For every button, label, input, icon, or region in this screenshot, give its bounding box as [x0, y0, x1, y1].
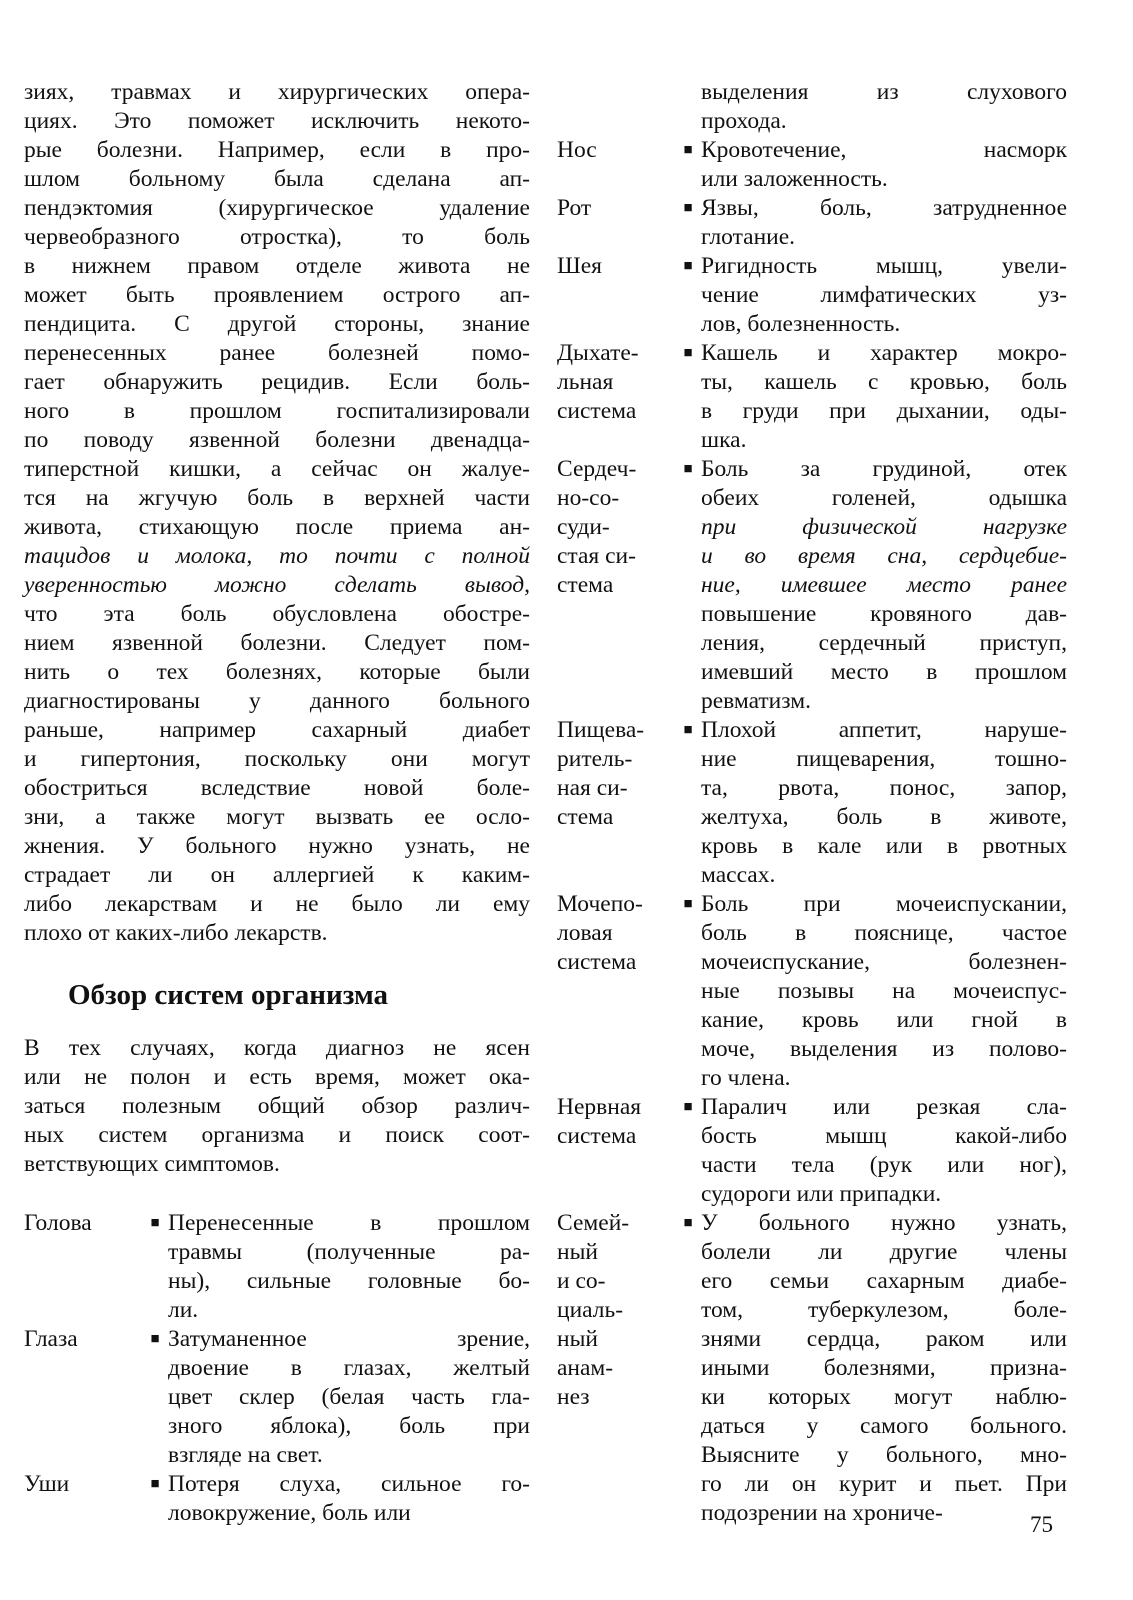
system-description-line: го члена. [701, 1065, 791, 1091]
system-entry [557, 890, 1067, 1093]
system-term [557, 1093, 675, 1209]
history-paragraph-line: ного в прошлом госпитализировали [24, 398, 530, 424]
system-description-line: Плохой аппетит, наруше- [701, 717, 1067, 743]
history-paragraph-line: нить о тех болезнях, которые были [24, 659, 530, 685]
system-term-line: но-со- [557, 485, 620, 511]
bullet-square-icon: ■ [150, 1331, 160, 1347]
system-description-line: или заложенность. [701, 166, 888, 192]
history-paragraph-line: рые болезни. Например, если в про- [24, 137, 530, 163]
system-description-line: та, рвота, понос, запор, [701, 775, 1067, 801]
system-description-line: травмы (полученные ра- [168, 1239, 530, 1265]
system-entry [24, 1470, 530, 1528]
system-description-line: шка. [701, 427, 747, 453]
system-term-line: ная си- [557, 775, 628, 801]
system-entry [24, 1325, 530, 1470]
bullet-square-icon: ■ [150, 1215, 160, 1231]
system-description-line: взгляде на свет. [168, 1442, 323, 1468]
system-entry [557, 339, 1067, 455]
system-entry [24, 1209, 530, 1325]
system-term-line: нез [557, 1384, 590, 1410]
system-description [701, 136, 1067, 194]
history-paragraph [24, 78, 530, 948]
history-paragraph-line: циях. Это поможет исключить некото- [24, 108, 530, 134]
system-description-line: ки которых могут наблю- [701, 1384, 1067, 1410]
system-term-line: стема [557, 804, 614, 830]
history-paragraph-line: диагностированы у данного больного [24, 688, 530, 714]
system-description-line: ние, имевшее место ранее [701, 572, 1067, 598]
system-description-line: боль в пояснице, частое [701, 920, 1067, 946]
system-description-line: желтуха, боль в животе, [701, 804, 1067, 830]
system-term-line: Нервная [557, 1094, 642, 1120]
system-entry [557, 716, 1067, 890]
system-description-line: части тела (рук или ног), [701, 1152, 1067, 1178]
system-entry [557, 1093, 1067, 1209]
left-entries [24, 1209, 530, 1528]
history-paragraph-line: нием язвенной болезни. Следует пом- [24, 630, 530, 656]
system-entry [557, 252, 1067, 339]
system-description [168, 1470, 530, 1528]
system-term [557, 339, 675, 455]
bullet-square-icon: ■ [683, 461, 693, 477]
system-term [557, 136, 675, 194]
continuation-line: выделения из слухового [701, 79, 1067, 105]
system-term [557, 716, 675, 890]
history-paragraph-line: либо лекарствам и не было ли ему [24, 891, 530, 917]
intro-paragraph-line: заться полезным общий обзор различ- [24, 1093, 530, 1119]
intro-paragraph-line: ных систем организма и поиск соот- [24, 1122, 530, 1148]
system-term-line: ный [557, 1326, 598, 1352]
system-description [701, 1093, 1067, 1209]
system-description-line: знями сердца, раком или [701, 1326, 1067, 1352]
system-description-line: ревматизм. [701, 688, 811, 714]
history-paragraph-line: червеобразного отростка), то боль [24, 224, 530, 250]
system-description-line: двоение в глазах, желтый [168, 1355, 530, 1381]
system-term-line: ловая [557, 920, 613, 946]
system-description-line: болели ли другие члены [701, 1239, 1067, 1265]
bullet-square-icon: ■ [683, 1099, 693, 1115]
system-term-line: ный [557, 1239, 598, 1265]
system-description-line: чение лимфатических уз- [701, 282, 1067, 308]
system-description-line: Кашель и характер мокро- [701, 340, 1067, 366]
system-description-line: при физической нагрузке [701, 514, 1067, 540]
system-description-line: ны), сильные головные бо- [168, 1268, 530, 1294]
system-term-line: суди- [557, 514, 610, 540]
system-term [557, 252, 675, 339]
system-term-line: анам- [557, 1355, 614, 1381]
system-entry [557, 455, 1067, 716]
system-description-line: Перенесенные в прошлом [168, 1210, 530, 1236]
history-paragraph-line: пендэктомия (хирургическое удаление [24, 195, 530, 221]
system-description-line: Паралич или резкая сла- [701, 1094, 1067, 1120]
system-term [24, 1209, 142, 1325]
system-term-line: и со- [557, 1268, 606, 1294]
bullet-square-icon: ■ [683, 896, 693, 912]
system-description-line: судороги или припадки. [701, 1181, 942, 1207]
system-description-line: даться у самого больного. [701, 1413, 1067, 1439]
bullet-square-icon: ■ [150, 1476, 160, 1492]
history-paragraph-line: типерстной кишки, а сейчас он жалуе- [24, 456, 530, 482]
bullet-square-icon: ■ [683, 200, 693, 216]
system-term [557, 890, 675, 1093]
system-description-line: Затуманенное зрение, [168, 1326, 530, 1352]
right-column [557, 78, 1067, 1528]
intro-paragraph [24, 1034, 530, 1179]
system-description-line: кровь в кале или в рвотных [701, 833, 1067, 859]
system-description [168, 1209, 530, 1325]
history-paragraph-line: раньше, например сахарный диабет [24, 717, 530, 743]
system-term-line: Семей- [557, 1210, 630, 1236]
history-paragraph-line: зиях, травмах и хирургических опера- [24, 79, 530, 105]
system-term [557, 194, 675, 252]
history-paragraph-line: страдает ли он аллергией к каким- [24, 862, 530, 888]
system-description-line: зного яблока), боль при [168, 1413, 530, 1439]
system-term-line: система [557, 398, 637, 424]
system-term [24, 1325, 142, 1470]
system-description-line: кание, кровь или гной в [701, 1007, 1067, 1033]
system-description-line: го ли он курит и пьет. При [701, 1471, 1067, 1497]
history-paragraph-line: что эта боль обусловлена обостре- [24, 601, 530, 627]
right-entries [557, 136, 1067, 1528]
system-description [701, 252, 1067, 339]
section-heading: Обзор систем организма [68, 979, 389, 1011]
system-description-line: подозрении на хрониче- [701, 1500, 943, 1526]
system-description-line: У больного нужно узнать, [701, 1210, 1067, 1236]
system-description-line: в груди при дыхании, оды- [701, 398, 1067, 424]
system-term [557, 1209, 675, 1528]
system-term-line: Глаза [24, 1326, 78, 1352]
history-paragraph-line: гает обнаружить рецидив. Если боль- [24, 369, 530, 395]
left-column [24, 78, 530, 1528]
system-term-line: Пищева- [557, 717, 645, 743]
system-description-line: и во время сна, сердцебие- [701, 543, 1067, 569]
history-paragraph-line: в нижнем правом отделе живота не [24, 253, 530, 279]
intro-paragraph-line: ветствующих симптомов. [24, 1151, 280, 1177]
intro-paragraph-line: или не полон и есть время, может ока- [24, 1064, 530, 1090]
history-paragraph-line: тся на жгучую боль в верхней части [24, 485, 530, 511]
history-paragraph-line: может быть проявлением острого ап- [24, 282, 530, 308]
history-paragraph-line: обостриться вследствие новой боле- [24, 775, 530, 801]
system-description [701, 194, 1067, 252]
system-description-line: ли. [168, 1297, 199, 1323]
system-description [701, 339, 1067, 455]
system-description-line: ления, сердечный приступ, [701, 630, 1067, 656]
system-description-line: бость мышц какой-либо [701, 1123, 1067, 1149]
system-description [701, 1209, 1067, 1528]
system-term-line: Сердеч- [557, 456, 637, 482]
history-paragraph-line: зни, а также могут вызвать ее ослo- [24, 804, 530, 830]
bullet-square-icon: ■ [683, 722, 693, 738]
system-term-line: Уши [24, 1471, 70, 1497]
system-term-line: Нос [557, 137, 597, 163]
system-description-line: цвет склер (белая часть гла- [168, 1384, 530, 1410]
history-paragraph-line: перенесенных ранее болезней помо- [24, 340, 530, 366]
bullet-square-icon: ■ [683, 1215, 693, 1231]
system-description-line: ные позывы на мочеиспус- [701, 978, 1067, 1004]
system-term-line: система [557, 949, 637, 975]
history-paragraph-line: тацидов и молока, то почти с полной [24, 543, 530, 569]
system-description [701, 890, 1067, 1093]
page-number: 75 [1030, 1512, 1053, 1537]
system-entry [557, 1209, 1067, 1528]
system-term [557, 455, 675, 716]
system-description-line: Ригидность мышц, увели- [701, 253, 1067, 279]
system-description [701, 455, 1067, 716]
system-description [701, 716, 1067, 890]
system-description-line: Выясните у больного, мно- [701, 1442, 1067, 1468]
bullet-square-icon: ■ [683, 345, 693, 361]
system-description-line: иными болезнями, призна- [701, 1355, 1067, 1381]
system-description-line: том, туберкулезом, боле- [701, 1297, 1067, 1323]
system-description-line: Язвы, боль, затрудненное [701, 195, 1067, 221]
system-description-line: ние пищеварения, тошно- [701, 746, 1067, 772]
continuation-line: прохода. [701, 108, 787, 134]
system-term [24, 1470, 142, 1528]
system-term-line: Мочепо- [557, 891, 643, 917]
history-paragraph-line: уверенностью можно сделать вывод, [24, 572, 530, 598]
system-term-line: система [557, 1123, 637, 1149]
system-term-line: циаль- [557, 1297, 624, 1323]
system-description-line: ты, кашель с кровью, боль [701, 369, 1067, 395]
system-description-line: моче, выделения из полово- [701, 1036, 1067, 1062]
system-description-line: мочеиспускание, болезнен- [701, 949, 1067, 975]
system-entry [557, 194, 1067, 252]
system-description-line: обеих голеней, одышка [701, 485, 1067, 511]
system-term-line: Рот [557, 195, 592, 221]
intro-paragraph-line: В тех случаях, когда диагноз не ясен [24, 1035, 530, 1061]
system-term-line: льная [557, 369, 614, 395]
system-description-line: глотание. [701, 224, 796, 250]
history-paragraph-line: плохо от каких-либо лекарств. [24, 920, 328, 946]
system-description-line: массах. [701, 862, 776, 888]
continuation-text [701, 78, 1067, 136]
system-term-line: стема [557, 572, 614, 598]
system-description [168, 1325, 530, 1470]
system-description-line: Кровотечение, насморк [701, 137, 1067, 163]
system-description-line: повышение кровяного дав- [701, 601, 1067, 627]
system-description-line: его семьи сахарным диабе- [701, 1268, 1067, 1294]
bullet-square-icon: ■ [683, 142, 693, 158]
system-term-line: ритель- [557, 746, 633, 772]
system-description-line: ловокружение, боль или [168, 1500, 411, 1526]
system-description-line: Боль за грудиной, отек [701, 456, 1067, 482]
history-paragraph-line: по поводу язвенной болезни двенадца- [24, 427, 530, 453]
system-term-line: Дыхате- [557, 340, 639, 366]
system-description-line: Потеря слуха, сильное го- [168, 1471, 530, 1497]
system-term-line: Голова [24, 1210, 92, 1236]
history-paragraph-line: живота, стихающую после приема ан- [24, 514, 530, 540]
history-paragraph-line: шлом больному была сделана ап- [24, 166, 530, 192]
history-paragraph-line: и гипертония, поскольку они могут [24, 746, 530, 772]
system-term-line: Шея [557, 253, 602, 279]
history-paragraph-line: жнения. У больного нужно узнать, не [24, 833, 530, 859]
history-paragraph-line: пендицита. С другой стороны, знание [24, 311, 530, 337]
system-description-line: имевший место в прошлом [701, 659, 1067, 685]
system-term-line: стая си- [557, 543, 636, 569]
system-description-line: лов, болезненность. [701, 311, 901, 337]
system-description-line: Боль при мочеиспускании, [701, 891, 1067, 917]
bullet-square-icon: ■ [683, 258, 693, 274]
system-entry [557, 136, 1067, 194]
